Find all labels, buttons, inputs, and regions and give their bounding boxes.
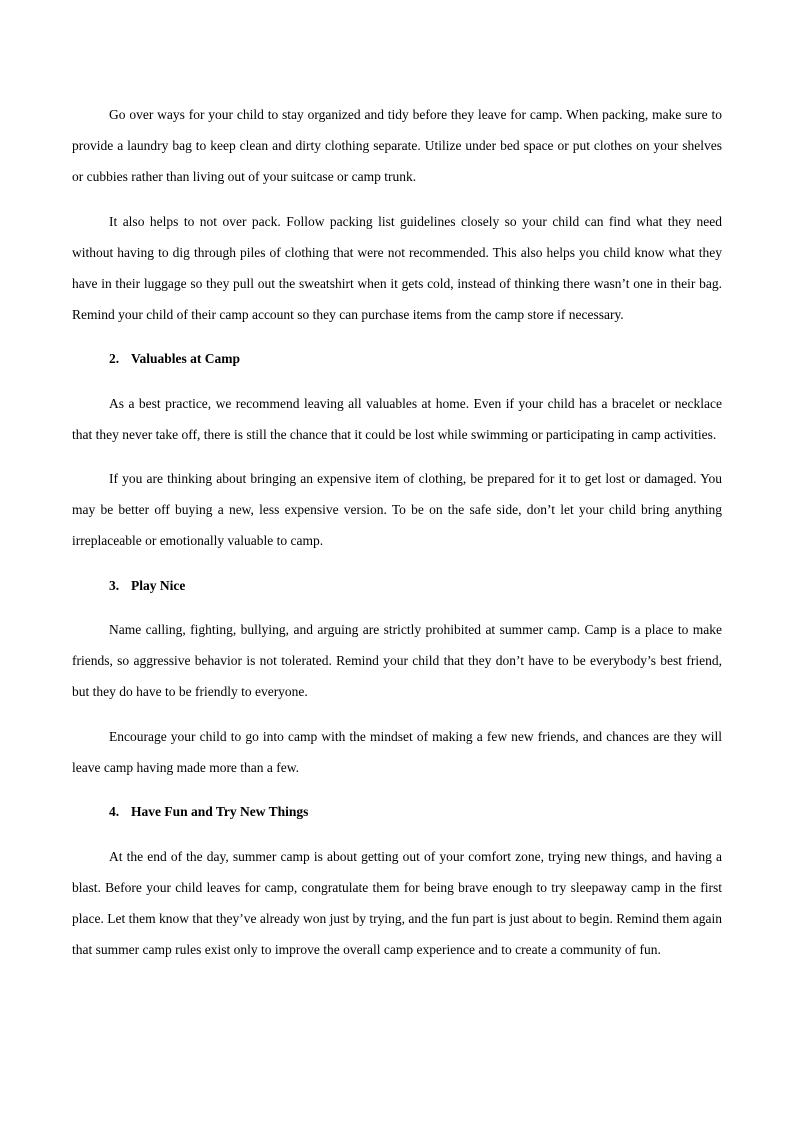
section-number: 3. [109, 577, 120, 593]
intro-paragraph-1: Go over ways for your child to stay organized and tidy before they leave for camp. When packing, make sure to provide a laundry bag to keep clean and dirty clothing separate. Utilize under bed space or put clothes on your shelves or cubbies rather than living out of your suitcase or camp trunk. [72, 107, 722, 184]
valuables-paragraph-2: If you are thinking about bringing an expensive item of clothing, be prepared for it to get lost or damaged. You may be better off buying a new, less expensive version. To be on the safe side, don’t let your child bring anything irreplaceable or emotionally valuable to camp. [72, 471, 722, 548]
document-body [72, 99, 722, 978]
section-heading-play-nice [72, 570, 722, 601]
section-heading-valuables [72, 343, 722, 374]
section-title: Have Fun and Try New Things [131, 804, 309, 819]
valuables-paragraph-1: As a best practice, we recommend leaving all valuables at home. Even if your child has a bracelet or necklace that they never take off, there is still the chance that it could be lost while swimming or participating in camp activities. [72, 395, 722, 442]
have-fun-paragraph-1: At the end of the day, summer camp is about getting out of your comfort zone, trying new things, and having a blast. Before your child leaves for camp, congratulate them for being brave enough to try sleepaway camp in the first place. Let them know that they’ve already won just by trying, and the fun part is just about to begin. Remind them again that summer camp rules exist only to improve the overall camp experience and to create a community of fun. [72, 848, 722, 957]
section-number: 4. [109, 804, 120, 819]
section-title: Valuables at Camp [131, 351, 241, 366]
play-nice-paragraph-1: Name calling, fighting, bullying, and arguing are strictly prohibited at summer camp. Camp is a place to make friends, so aggressive behavior is not tolerated. Remind your child that they don’t have to be everybody’s best friend, but they do have to be friendly to everyone. [72, 622, 722, 699]
section-number: 2. [109, 351, 120, 366]
play-nice-paragraph-2: Encourage your child to go into camp with the mindset of making a few new friends, and chances are they will leave camp having made more than a few. [72, 728, 722, 775]
section-title: Play Nice [131, 577, 186, 593]
intro-paragraph-2: It also helps to not over pack. Follow packing list guidelines closely so your child can find what they need without having to dig through piles of clothing that were not recommended. This also helps you child know what they have in their luggage so they pull out the sweatshirt when it gets cold, instead of thinking there wasn’t one in their bag. Remind your child of their camp account so they can purchase items from the camp store if necessary. [72, 213, 722, 322]
section-heading-have-fun [72, 796, 722, 827]
